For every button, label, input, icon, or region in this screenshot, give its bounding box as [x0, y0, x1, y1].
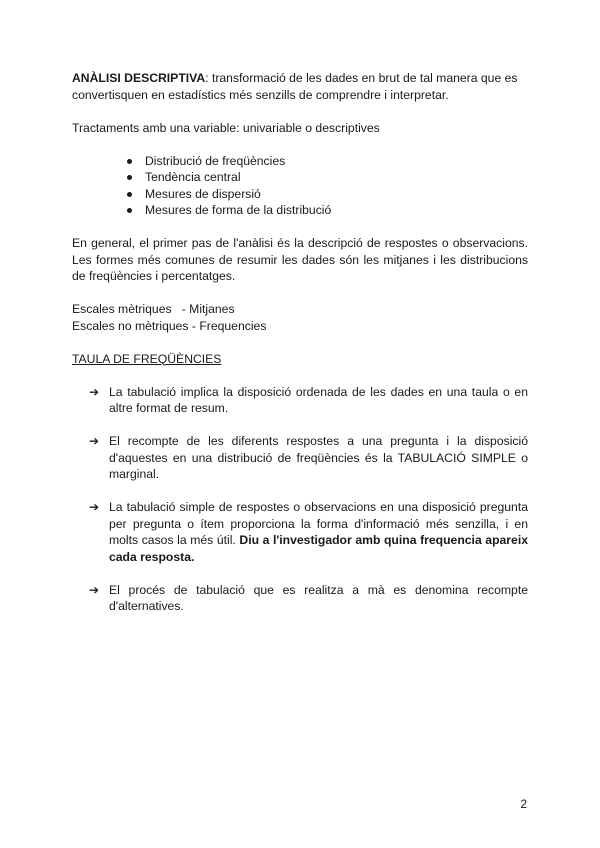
document-page [72, 70, 528, 615]
scale-metric-line: Escales mètriques - Mitjanes [72, 302, 235, 316]
list-item: Distribució de freqüències [127, 153, 528, 170]
list-item: Mesures de dispersió [127, 186, 528, 203]
arrow-item-text: La tabulació simple de respostes o observacions en una disposició pregunta per pregunta o ítem proporciona la forma d'informació més senzilla, i en molts casos la més útil. [109, 500, 528, 547]
treatments-line: Tractaments amb una variable: univariable o descriptives [72, 120, 380, 135]
intro-term: ANÀLISI DESCRIPTIVA [72, 71, 206, 85]
arrow-item [72, 499, 528, 565]
arrow-icon: ➔ [89, 434, 100, 448]
list-item: Mesures de forma de la distribució [127, 202, 528, 219]
arrow-icon: ➔ [89, 500, 100, 514]
arrow-item [72, 582, 528, 615]
arrow-item-text: La tabulació implica la disposició ordenada de les dades en una taula o en altre format de resum. [109, 384, 528, 415]
arrow-icon: ➔ [89, 384, 100, 399]
arrow-item-bold-text: Diu a l'investigador amb quina frequencia apareix cada resposta. [109, 533, 528, 564]
general-paragraph: En general, el primer pas de l'anàlisi és la descripció de respostes o observacions. Les formes més comunes de resumir les dades són les mitjanes i les distribucions de freqüències i percentatges. [72, 236, 528, 283]
list-item: Tendència central [127, 169, 528, 186]
section-heading: TAULA DE FREQÜÈNCIES [72, 351, 222, 366]
arrow-icon: ➔ [89, 582, 100, 597]
arrow-item [72, 433, 528, 483]
arrow-item-text: El recompte de les diferents respostes a una pregunta i la disposició d'aquestes en una distribució de freqüències és la TABULACIÓ SIMPLE o marginal. [109, 434, 528, 481]
intro-paragraph [72, 70, 528, 103]
arrow-item [72, 384, 528, 417]
arrow-item-text: El procés de tabulació que es realitza a mà es denomina recompte d'alternatives. [109, 582, 528, 613]
page-number: 2 [520, 797, 527, 811]
intro-definition: : transformació de les dades en brut de tal manera que es convertisquen en estadístics més senzills de comprendre i interpretar. [72, 71, 518, 102]
bullet-list [72, 153, 528, 219]
scale-non-metric-line: Escales no mètriques - Frequencies [72, 318, 267, 333]
